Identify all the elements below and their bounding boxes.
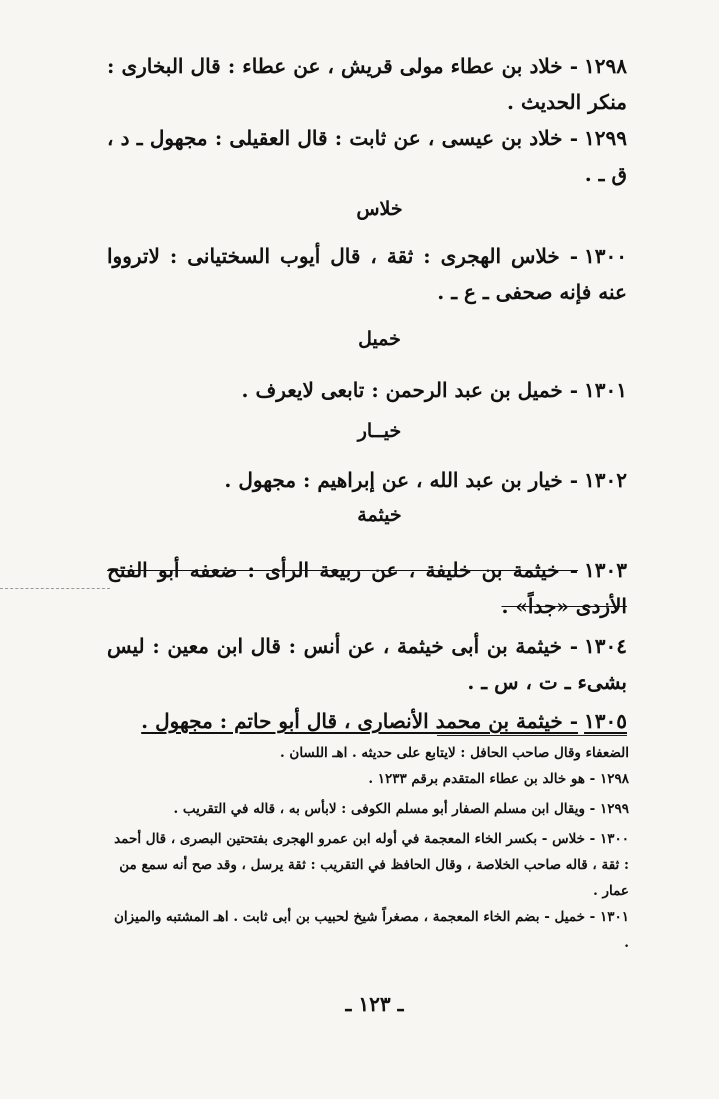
entry-text: - خلاس الهجرى : ثقة ، قال أيوب السختيانى : لاترووا عنه فإنه صحفى ـ ع ـ . <box>107 244 627 304</box>
section-heading-khalas: خلاس <box>356 198 403 220</box>
footnote-continuation: الضعفاء وقال صاحب الحافل : لايتابع على حديثه . اهـ اللسان . <box>280 745 629 761</box>
entry-1302 <box>107 462 627 498</box>
entry-1305 <box>107 703 627 739</box>
entry-number: ١٣٠١ <box>584 378 627 402</box>
entry-number: ١٣٠٥ <box>584 709 627 733</box>
section-heading-khiyar: خيــار <box>357 420 402 442</box>
entry-text: - خيثمة بن خليفة ، عن ربيعة الرأى : ضعفه أبو الفتح الأزدى «جداً» . <box>107 558 627 618</box>
section-heading-khamil: خميل <box>358 328 401 350</box>
scan-pen-mark <box>0 588 110 589</box>
entry-text: - خيثمة بن أبى خيثمة ، عن أنس : قال ابن معين : ليس بشىء ـ ت ، س ـ . <box>107 634 627 694</box>
footnote-1300: ١٣٠٠ - خلاس - بكسر الخاء المعجمة في أوله ابن عمرو الهجرى بفتحتين البصرى ، قال أحمد : ثقة ، قاله صاحب الخلاصة ، وقال الحافظ في التقريب : ثقة يرسل ، وقد صح أنه سمع من عمار . <box>114 831 629 899</box>
entry-text: - خلاد بن عيسى ، عن ثابت : قال العقيلى : مجهول ـ د ، ق ـ . <box>107 126 627 186</box>
page-number: ـ ١٢٣ ـ <box>345 992 404 1016</box>
entry-1299 <box>107 120 627 192</box>
entry-number: ١٣٠٣ <box>584 558 627 582</box>
entry-1298 <box>107 48 627 120</box>
entry-1303 <box>107 552 627 624</box>
footnote-1301: ١٣٠١ - خميل - بضم الخاء المعجمة ، مصغراً شيخ لحبيب بن أبى ثابت . اهـ المشتبه والميزان . <box>113 909 629 951</box>
entry-number: ١٢٩٨ <box>584 54 627 78</box>
entry-1301 <box>107 372 627 408</box>
entry-number: ١٣٠٢ <box>584 468 627 492</box>
entry-text: - خيثمة بن محمد الأنصارى ، قال أبو حاتم : مجهول . <box>141 709 579 733</box>
entry-1300 <box>107 238 627 310</box>
entry-text: - خلاد بن عطاء مولى قريش ، عن عطاء : قال البخارى : منكر الحديث . <box>107 54 627 114</box>
section-heading-khaythama: خيثمة <box>357 504 402 526</box>
entry-1304 <box>107 628 627 700</box>
footnote-1298: ١٢٩٨ - هو خالد بن عطاء المتقدم برقم ١٢٣٣ . <box>368 771 629 787</box>
entry-text: - خميل بن عبد الرحمن : تابعى لايعرف . <box>241 378 579 402</box>
footnote-1299: ١٢٩٩ - ويقال ابن مسلم الصفار أبو مسلم الكوفى : لابأس به ، قاله في التقريب . <box>173 801 629 817</box>
entry-number: ١٣٠٠ <box>584 244 627 268</box>
entry-number: ١٢٩٩ <box>584 126 627 150</box>
footnote-separator <box>437 735 627 736</box>
entry-number: ١٣٠٤ <box>584 634 627 658</box>
entry-text: - خيار بن عبد الله ، عن إبراهيم : مجهول . <box>224 468 579 492</box>
